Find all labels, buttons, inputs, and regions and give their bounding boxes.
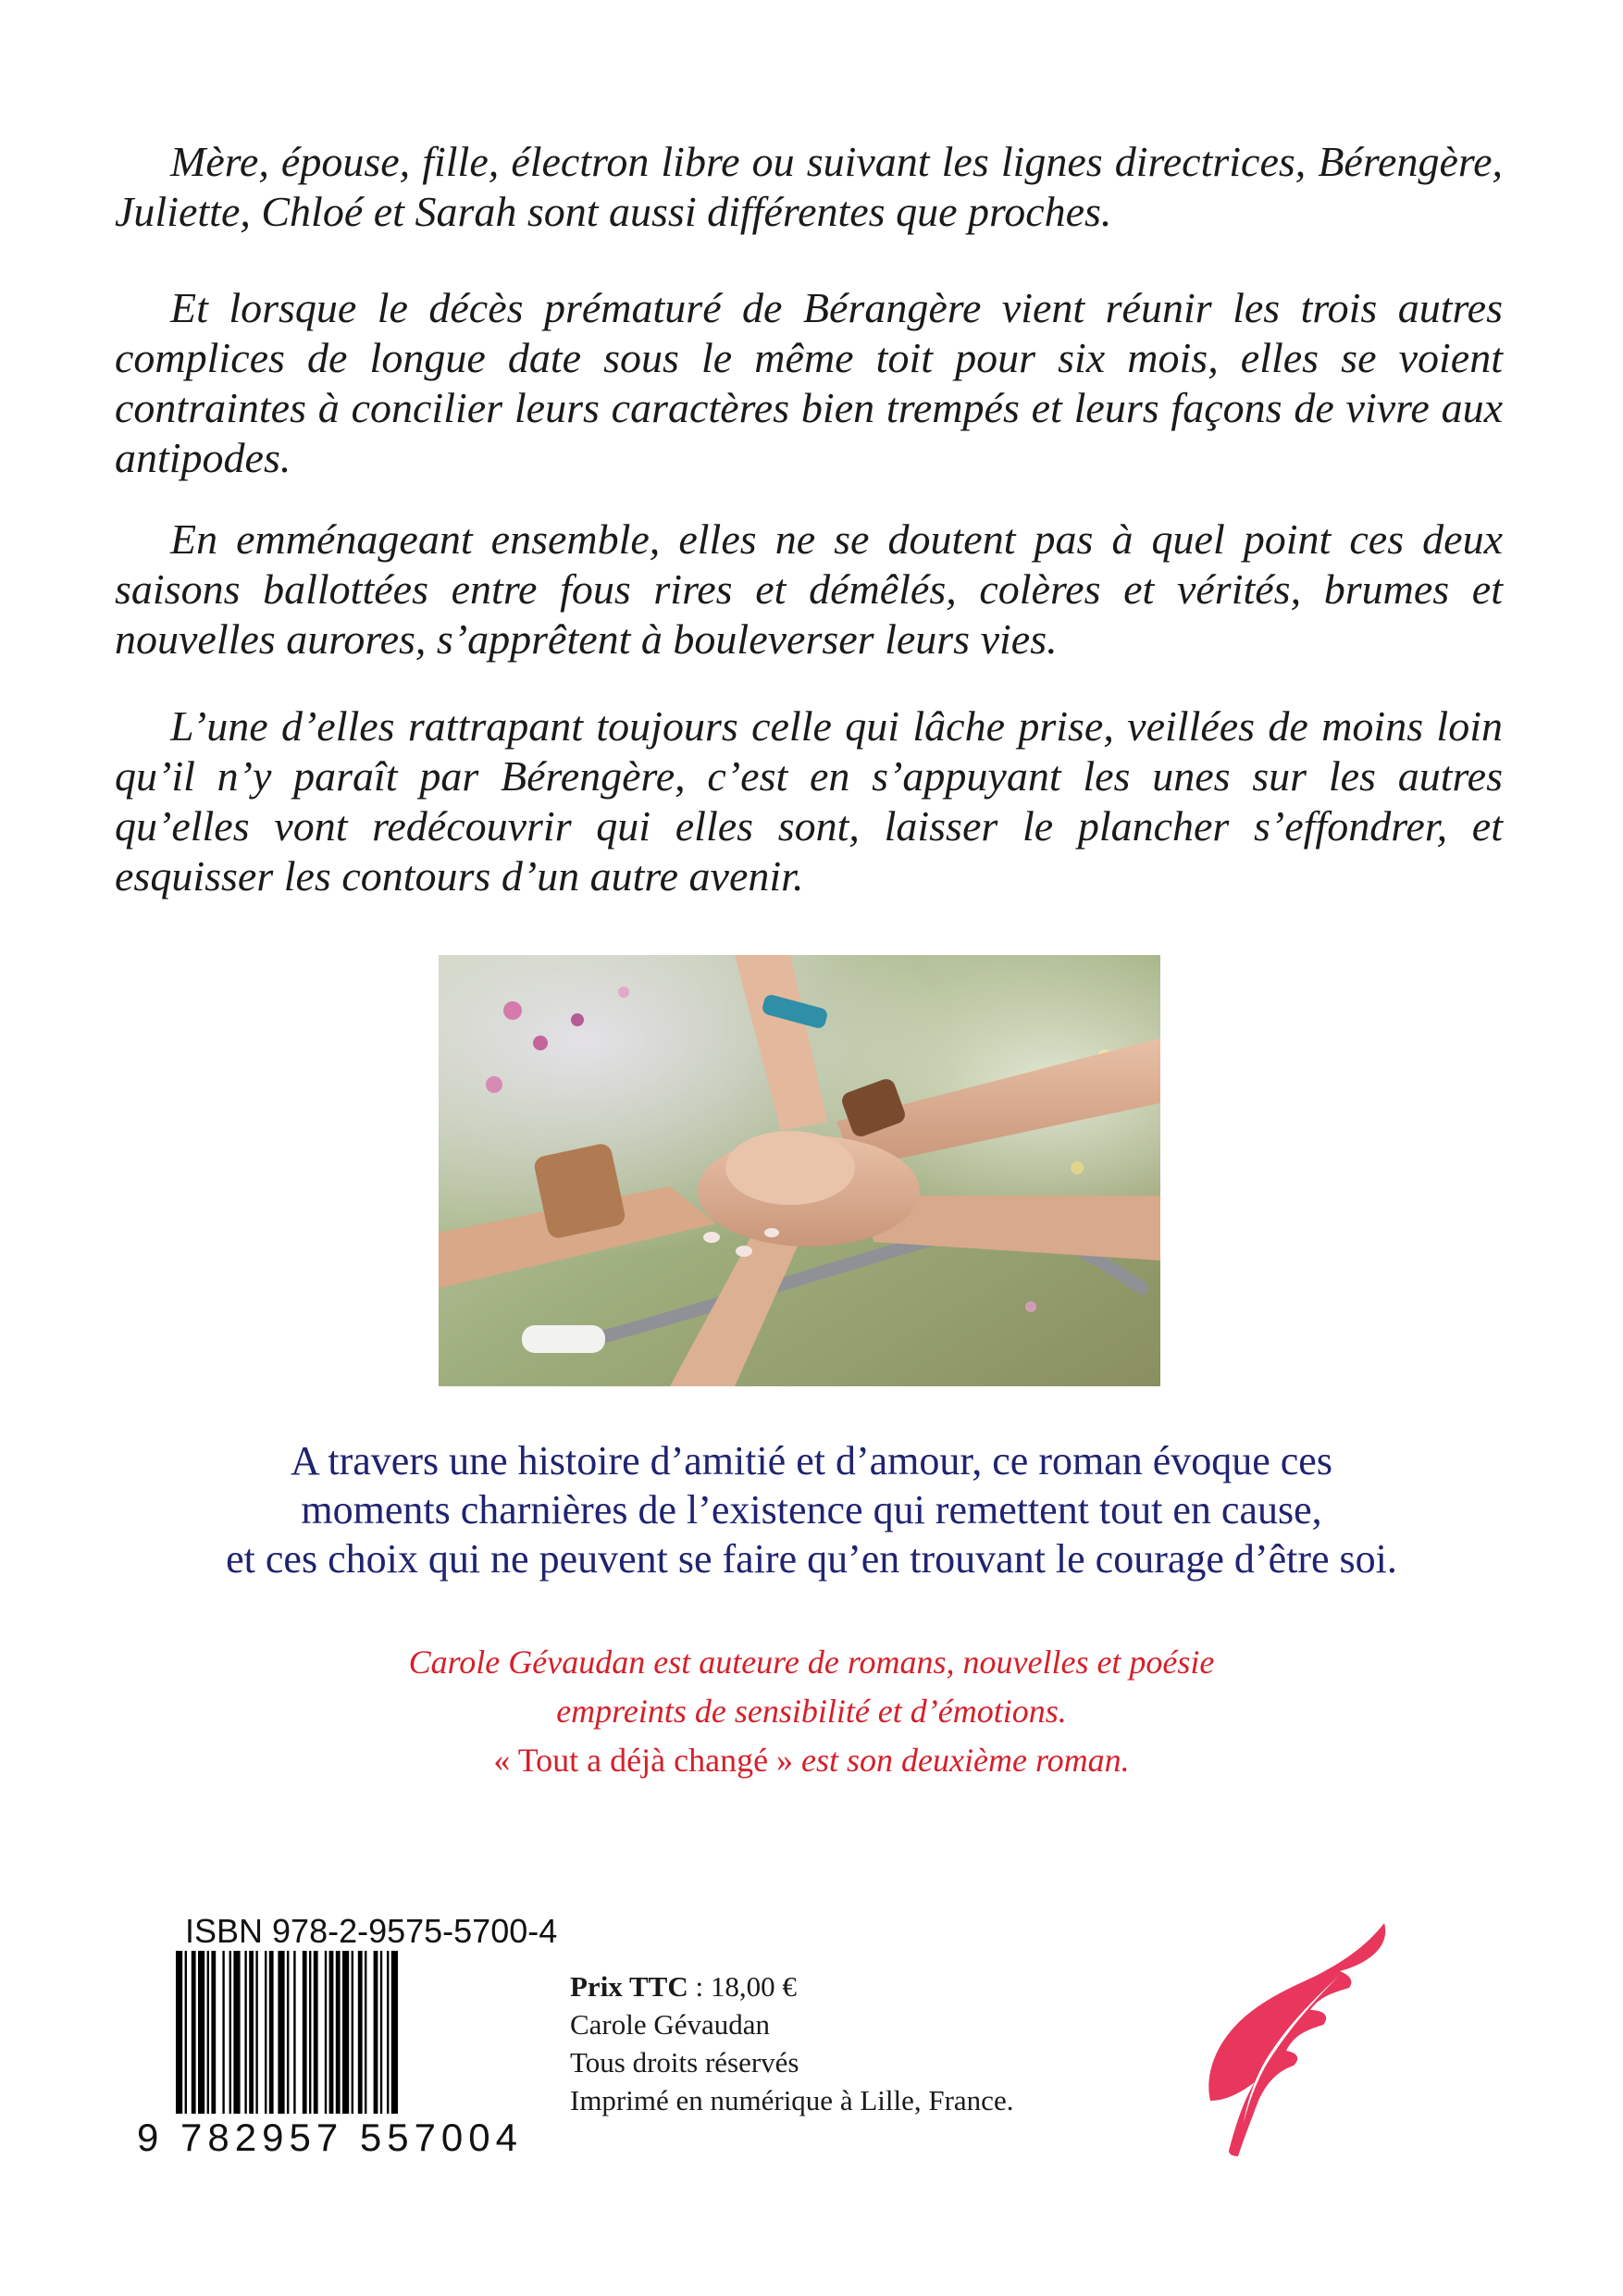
rights-text: Tous droits réservés	[570, 2046, 799, 2079]
pitch-line-3: et ces choix qui ne peuvent se faire qu’en trouvant le courage d’être soi.	[226, 1536, 1397, 1582]
blurb-text-3: En emménageant ensemble, elles ne se doutent pas à quel point ces deux saisons ballottées entre fous rires et démêlés, colères et vérités, brumes et nouvelles aurores, s’apprêtent à bouleverser leurs vies.	[115, 515, 1503, 663]
author-bio	[93, 1638, 1530, 1785]
barcode-icon	[172, 1951, 535, 2114]
barcode-bar	[329, 1951, 334, 2114]
blurb-text-4: L’une d’elles rattrapant toujours celle qui lâche prise, veillées de moins loin qu’il n’y paraît par Bérengère, c’est en s’appuyant les unes sur les autres qu’elles vont redécouvrir qui elles sont, laisser le plancher s’effondrer, et esquisser les contours d’un autre avenir.	[115, 702, 1503, 900]
barcode-bar	[309, 1951, 311, 2114]
barcode-bar	[342, 1951, 349, 2114]
barcode-bar	[287, 1951, 289, 2114]
barcode-bar	[336, 1951, 341, 2114]
bio-line-3-rest: est son deuxième roman.	[793, 1742, 1130, 1779]
barcode-bar	[198, 1951, 204, 2114]
book-pitch	[93, 1436, 1530, 1583]
barcode-bar	[207, 1951, 209, 2114]
blurb-paragraph-1	[115, 137, 1503, 237]
barcode-bar	[233, 1951, 240, 2114]
barcode-bar	[176, 1951, 182, 2114]
barcode-bar	[380, 1951, 382, 2114]
blurb-paragraph-4	[115, 701, 1503, 901]
book-title: « Tout a déjà changé »	[493, 1742, 794, 1779]
barcode-bar	[192, 1951, 196, 2114]
barcode-bar	[222, 1951, 224, 2114]
barcode-bar	[229, 1951, 231, 2114]
barcode-bar	[278, 1951, 284, 2114]
printed-text: Imprimé en numérique à Lille, France.	[570, 2084, 1014, 2116]
bio-line-3	[93, 1736, 1530, 1785]
barcode-bar	[314, 1951, 318, 2114]
barcode-bar	[358, 1951, 363, 2114]
barcode-bar	[249, 1951, 254, 2114]
bio-line-2: empreints de sensibilité et d’émotions.	[556, 1693, 1067, 1730]
blurb-text-1: Mère, épouse, fille, électron libre ou suivant les lignes directrices, Bérengère, Juliette, Chloé et Sarah sont aussi différentes que proches.	[115, 138, 1503, 235]
barcode-bar	[365, 1951, 366, 2114]
barcode-bar	[325, 1951, 327, 2114]
barcode-bar	[374, 1951, 378, 2114]
pitch-line-1: A travers une histoire d’amitié et d’amour, ce roman évoque ces	[291, 1438, 1332, 1483]
barcode-bar	[293, 1951, 295, 2114]
publisher-info	[570, 1967, 1013, 2119]
pitch-line-2: moments charnières de l’existence qui remettent tout en cause,	[301, 1487, 1322, 1533]
price-line	[570, 1967, 1013, 2005]
barcode-digits: 9 782957 557004	[137, 2116, 523, 2159]
isbn-label: ISBN 978-2-9575-5700-4	[185, 1912, 558, 1950]
price-label: Prix TTC	[570, 1970, 688, 2003]
barcode-bar	[269, 1951, 274, 2114]
author-name: Carole Gévaudan	[570, 2008, 771, 2041]
barcode-bar	[244, 1951, 246, 2114]
barcode-bar	[352, 1951, 353, 2114]
bio-line-1: Carole Gévaudan est auteure de romans, nouvelles et poésie	[408, 1644, 1215, 1681]
barcode-bar	[303, 1951, 307, 2114]
feather-logo-icon	[1201, 1919, 1397, 2160]
blurb-text-2: Et lorsque le décès prématuré de Bérangère vient réunir les trois autres complices de longue date sous le même toit pour six mois, elles se voient contraintes à concilier leurs caractères bien trempés et leurs façons de vivre aux antipodes.	[115, 284, 1503, 481]
stacked-hands-photo	[439, 955, 1160, 1386]
barcode-bar	[255, 1951, 257, 2114]
barcode-bar	[391, 1951, 398, 2114]
barcode-bar	[387, 1951, 389, 2114]
blurb-paragraph-2	[115, 283, 1503, 483]
barcode-bar	[211, 1951, 216, 2114]
price-value: : 18,00 €	[688, 1970, 797, 2003]
barcode-bar	[265, 1951, 266, 2114]
barcode-bar	[185, 1951, 187, 2114]
blurb-paragraph-3	[115, 515, 1503, 664]
